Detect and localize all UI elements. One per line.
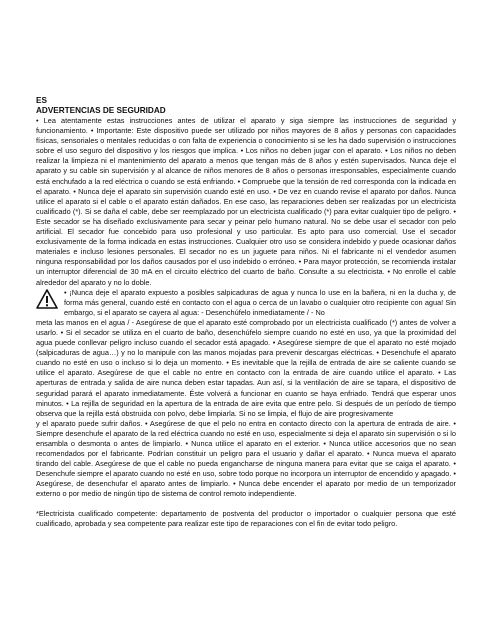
warning-triangle-icon: [36, 289, 58, 309]
section-heading: ADVERTENCIAS DE SEGURIDAD: [36, 106, 166, 115]
water-warning-block: [36, 288, 456, 318]
language-code: ES: [36, 96, 47, 105]
paragraph-bathroom-safety: meta las manos en el agua / - Asegúrese de que el aparato esté comprobado por un electricista cualificado (*) antes de volver a usarlo. • Si el secador se utiliza en el cuarto de baño, desenchúfelo siempre cuando no esté en uso, ya que la proximidad del agua puede conllevar peligro incluso cuando el secador está apagado. • Asegúrese siempre de que el aparato no esté mojado (salpicaduras de agua…) y no lo manipule con las manos mojadas para prevenir descargas eléctricas. • Desenchufe el aparato cuando no esté en uso o incluso si lo deja un momento. • Es inevitable que la rejilla de entrada de aire se caliente cuando se utilice el aparato. Asegúrese de que el cable no entre en contacto con la entrada de aire cuando utilice el aparato. • Las aperturas de entrada y salida de aire nunca deben estar tapadas. Aun así, si la ventilación de aire se tapara, el dispositivo de seguridad parará el aparato inmediatamente. Éste volverá a funcionar en cuanto se haya enfriado. Tendrá que esperar unos minutos. • La rejilla de seguridad en la apertura de la entrada de aire evita que entre pelo. Si después de un período de tiempo observa que la rejilla está obstruida con polvo, debe limpiarla. Si no se limpia, el flujo de aire progresivamente: [36, 317, 456, 418]
paragraph-usage-safety: y el aparato puede sufrir daños. • Asegúrese de que el pelo no entra en contacto directo con la apertura de entrada de aire. • Siempre desenchufe el aparato de la red eléctrica cuando no esté en uso, especialmente si deja el aparato sin supervisión o si lo ensambla o desmonta o antes de limpiarlo. • Nunca utilice el aparato en el exterior. • Nunca utilice accesorios que no sean recomendados por el fabricante. Podrían constituir un peligro para el usuario y dañar el aparato. • Nunca mueva el aparato tirando del cable. Asegúrese de que el cable no pueda engancharse de ninguna manera para evitar que se caiga el aparato. • Desenchufe siempre el aparato cuando no esté en uso, sobre todo porque no incorpora un interruptor de encendido y apagado. • Asegúrese, de desenchufar el aparato antes de limpiarlo. • Nunca debe encender el aparato por medio de un temporizador externo o por medio de ningún tipo de sistema de control remoto independiente.: [36, 418, 456, 499]
footnote-electrician: *Electricista cualificado competente: departamento de postventa del productor o importador o cualquier persona que esté cualificado, aprobada y sea competente para realizar este tipo de reparaciones con el fin de evitar todo peligro.: [36, 508, 456, 528]
water-warning-text: • ¡Nunca deje el aparato expuesto a posibles salpicaduras de agua y nunca lo use en la bañera, ni en la ducha y, de forma más general, cuando esté en contacto con el agua o cerca de un lavabo o cualquier otro recipiente con agua! Sin embargo, si el aparato se cayera al agua: - Desenchúfelo inmediatamente / - No: [64, 287, 456, 317]
paragraph-general-safety: • Lea atentamente estas instrucciones antes de utilizar el aparato y siga siempre las instrucciones de seguridad y funcionamiento. • Importante: Este dispositivo puede ser utilizado por niños mayores de 8 años y personas con capacidades físicas, sensoriales o mentales reducidas o con falta de experiencia o conocimiento si se les ha dado supervisión o instrucciones sobre el uso seguro del dispositivo y los riesgos que implica. • Los niños no deben jugar con el aparato. • Los niños no deben realizar la limpieza ni el mantenimiento del aparato a menos que tengan más de 8 años y estén supervisados. Nunca deje el aparato y su cable sin supervisión y al alcance de niños menores de 8 años o personas irresponsables, especialmente cuando está enchufado a la red eléctrica o cuando se está enfriando. • Compruebe que la tensión de red corresponda con la indicada en el aparato. • Nunca deje el aparato sin supervisión cuando esté en uso. • De vez en cuando revise el aparato por daños. Nunca utilice el aparato si el cable o el aparato están dañados. En ese caso, las reparaciones deben ser realizadas por un electricista cualificado (*). Si se daña el cable, debe ser reemplazado por un electricista cualificado (*) para evitar cualquier tipo de peligro. • Este secador se ha diseñado exclusivamente para secar y peinar pelo humano natural. No se debe usar el secador con pelo artificial. El secador fue concebido para uso profesional y uso particular. Es apto para uso comercial. Use el secador exclusivamente de la forma indicada en estas instrucciones. Cualquier otro uso se considera indebido y puede ocasionar daños materiales e incluso lesiones personales. El secador no es un juguete para niños. Ni el fabricante ni el vendedor asumen ninguna responsabilidad por los daños causados por el uso indebido o erróneo. • Para mayor protección, se recomienda instalar un interruptor diferencial de 30 mA en el circuito eléctrico del cuarto de baño. Consulte a su electricista. • No enrolle el cable alrededor del aparato y no lo doble.: [36, 116, 456, 287]
document-page: [36, 96, 456, 529]
